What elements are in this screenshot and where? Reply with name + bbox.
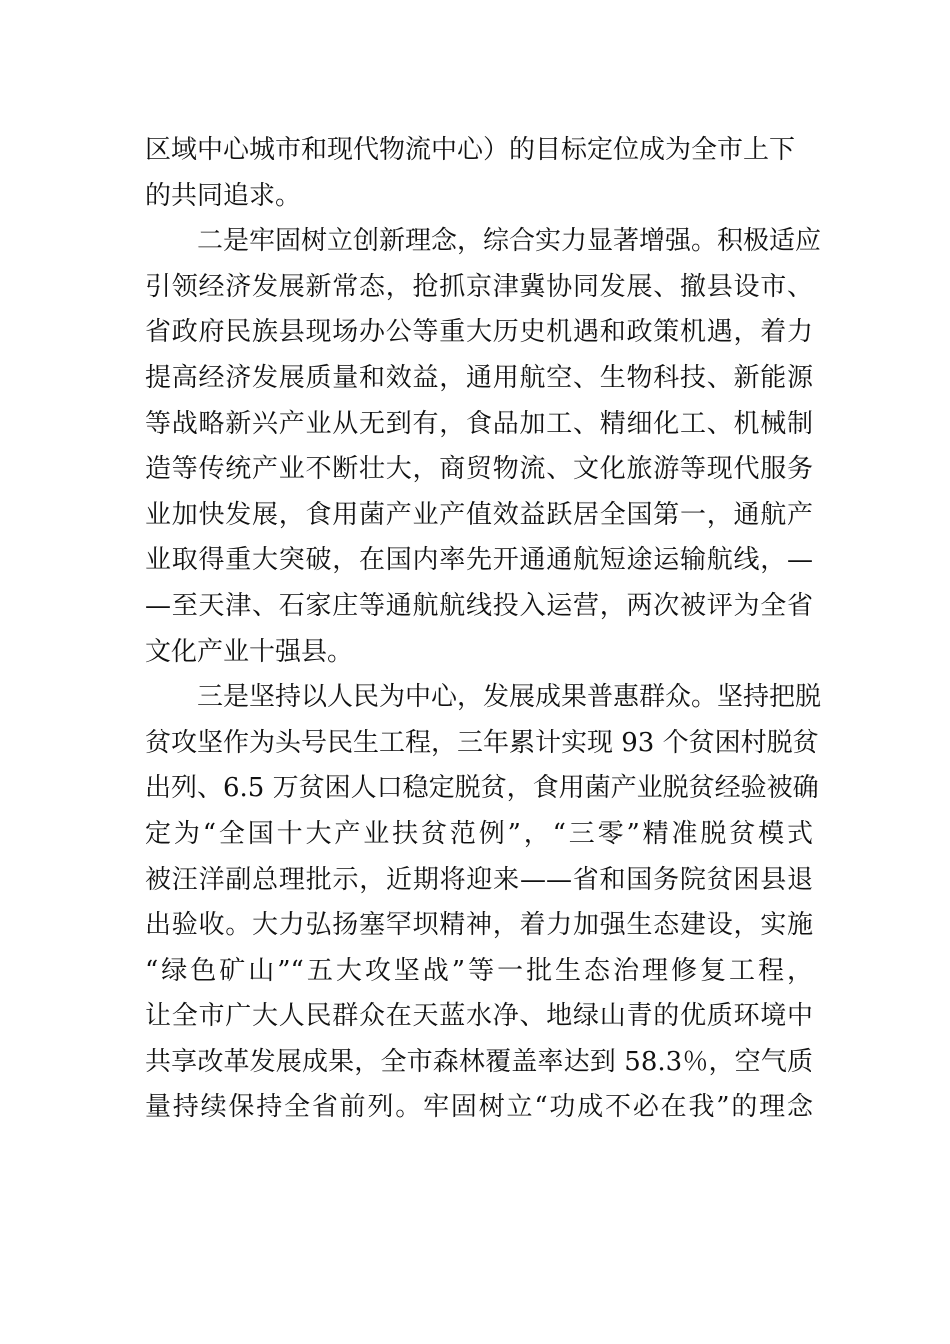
text-line: 二是牢固树立创新理念，综合实力显著增强。积极适应 xyxy=(197,226,822,257)
text-line: 三是坚持以人民为中心，发展成果普惠群众。坚持把脱 xyxy=(197,682,822,713)
text-line: 引领经济发展新常态，抢抓京津冀协同发展、撤县设市、 xyxy=(145,271,813,302)
body-text xyxy=(145,128,822,1131)
text-line: 出列、6.5 万贫困人口稳定脱贫，食用菌产业脱贫经验被确 xyxy=(145,773,819,804)
text-line: —至天津、石家庄等通航航线投入运营，两次被评为全省 xyxy=(145,590,813,621)
text-line: 的共同追求。 xyxy=(145,180,302,211)
text-line: 省政府民族县现场办公等重大历史机遇和政策机遇，着力 xyxy=(145,317,813,348)
text-line: 量持续保持全省前列。牢固树立“功成不必在我”的理念 xyxy=(145,1092,813,1123)
text-line: 区域中心城市和现代物流中心）的目标定位成为全市上下 xyxy=(145,135,796,165)
text-line: 业加快发展，食用菌产业产值效益跃居全国第一，通航产 xyxy=(145,499,813,530)
text-line: 造等传统产业不断壮大，商贸物流、文化旅游等现代服务 xyxy=(145,454,813,485)
text-line: 出验收。大力弘扬塞罕坝精神，着力加强生态建设，实施 xyxy=(145,910,813,941)
text-line: 文化产业十强县。 xyxy=(145,636,354,667)
text-line: 等战略新兴产业从无到有，食品加工、精细化工、机械制 xyxy=(145,408,813,439)
text-line: 被汪洋副总理批示，近期将迎来——省和国务院贫困县退 xyxy=(145,864,813,895)
text-line: 共享改革发展成果，全市森林覆盖率达到 58.3％，空气质 xyxy=(145,1046,813,1077)
text-line: 贫攻坚作为头号民生工程，三年累计实现 93 个贫困村脱贫 xyxy=(145,727,819,758)
text-line: 业取得重大突破，在国内率先开通通航短途运输航线，— xyxy=(145,545,813,576)
text-line: “绿色矿山”“五大攻坚战”等一批生态治理修复工程， xyxy=(145,955,813,986)
text-line: 让全市广大人民群众在天蓝水净、地绿山青的优质环境中 xyxy=(145,1001,813,1032)
text-line: 提高经济发展质量和效益，通用航空、生物科技、新能源 xyxy=(145,362,813,393)
text-line: 定为“全国十大产业扶贫范例”，“三零”精准脱贫模式 xyxy=(145,818,813,849)
